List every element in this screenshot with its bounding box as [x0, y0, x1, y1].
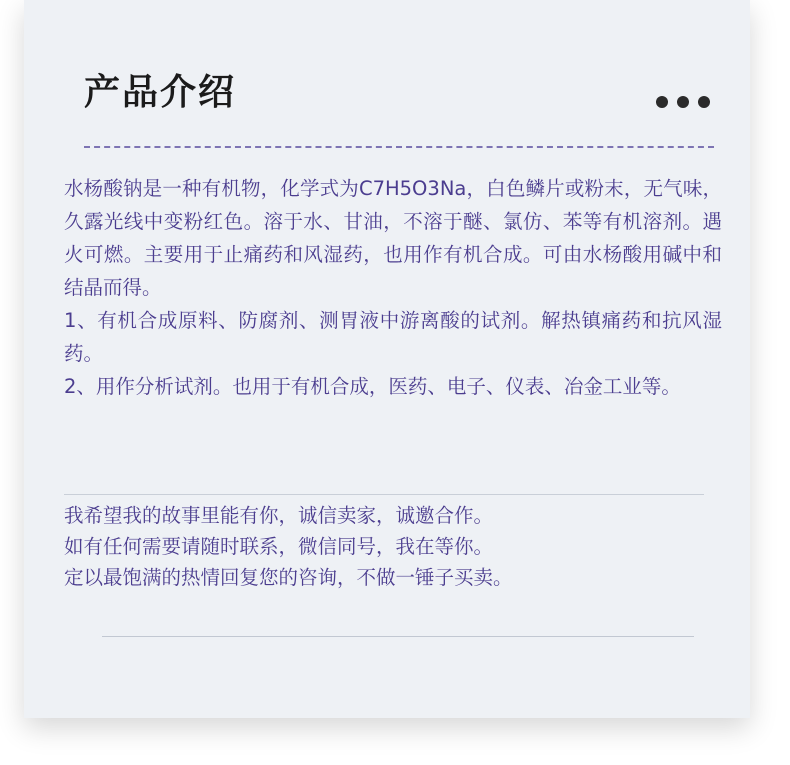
footer-top-divider	[64, 494, 704, 495]
menu-dots-icon[interactable]	[656, 96, 710, 108]
footer-message-block	[64, 500, 722, 593]
footer-line-2: 如有任何需要请随时联系，微信同号，我在等你。	[64, 535, 494, 558]
footer-bottom-divider	[102, 636, 694, 637]
title-divider	[84, 146, 714, 148]
description-intro: 水杨酸钠是一种有机物，化学式为C7H5O3Na，白色鳞片或粉末，无气味，久露光线中变粉红色。溶于水、甘油，不溶于醚、氯仿、苯等有机溶剂。遇火可燃。主要用于止痛药和风湿药，也用作有机合成。可由水杨酸用碱中和结晶而得。	[64, 177, 722, 299]
description-block	[64, 172, 722, 403]
description-item-2: 2、用作分析试剂。也用于有机合成，医药、电子、仪表、冶金工业等。	[64, 375, 681, 398]
page-title: 产品介绍	[84, 72, 237, 113]
dot-icon	[677, 96, 689, 108]
product-intro-card	[24, 0, 750, 718]
dot-icon	[656, 96, 668, 108]
card-content	[64, 0, 732, 718]
description-item-1: 1、有机合成原料、防腐剂、测胃液中游离酸的试剂。解热镇痛药和抗风湿药。	[64, 309, 722, 365]
dot-icon	[698, 96, 710, 108]
footer-line-1: 我希望我的故事里能有你，诚信卖家，诚邀合作。	[64, 504, 494, 527]
footer-line-3: 定以最饱满的热情回复您的咨询，不做一锤子买卖。	[64, 566, 513, 589]
